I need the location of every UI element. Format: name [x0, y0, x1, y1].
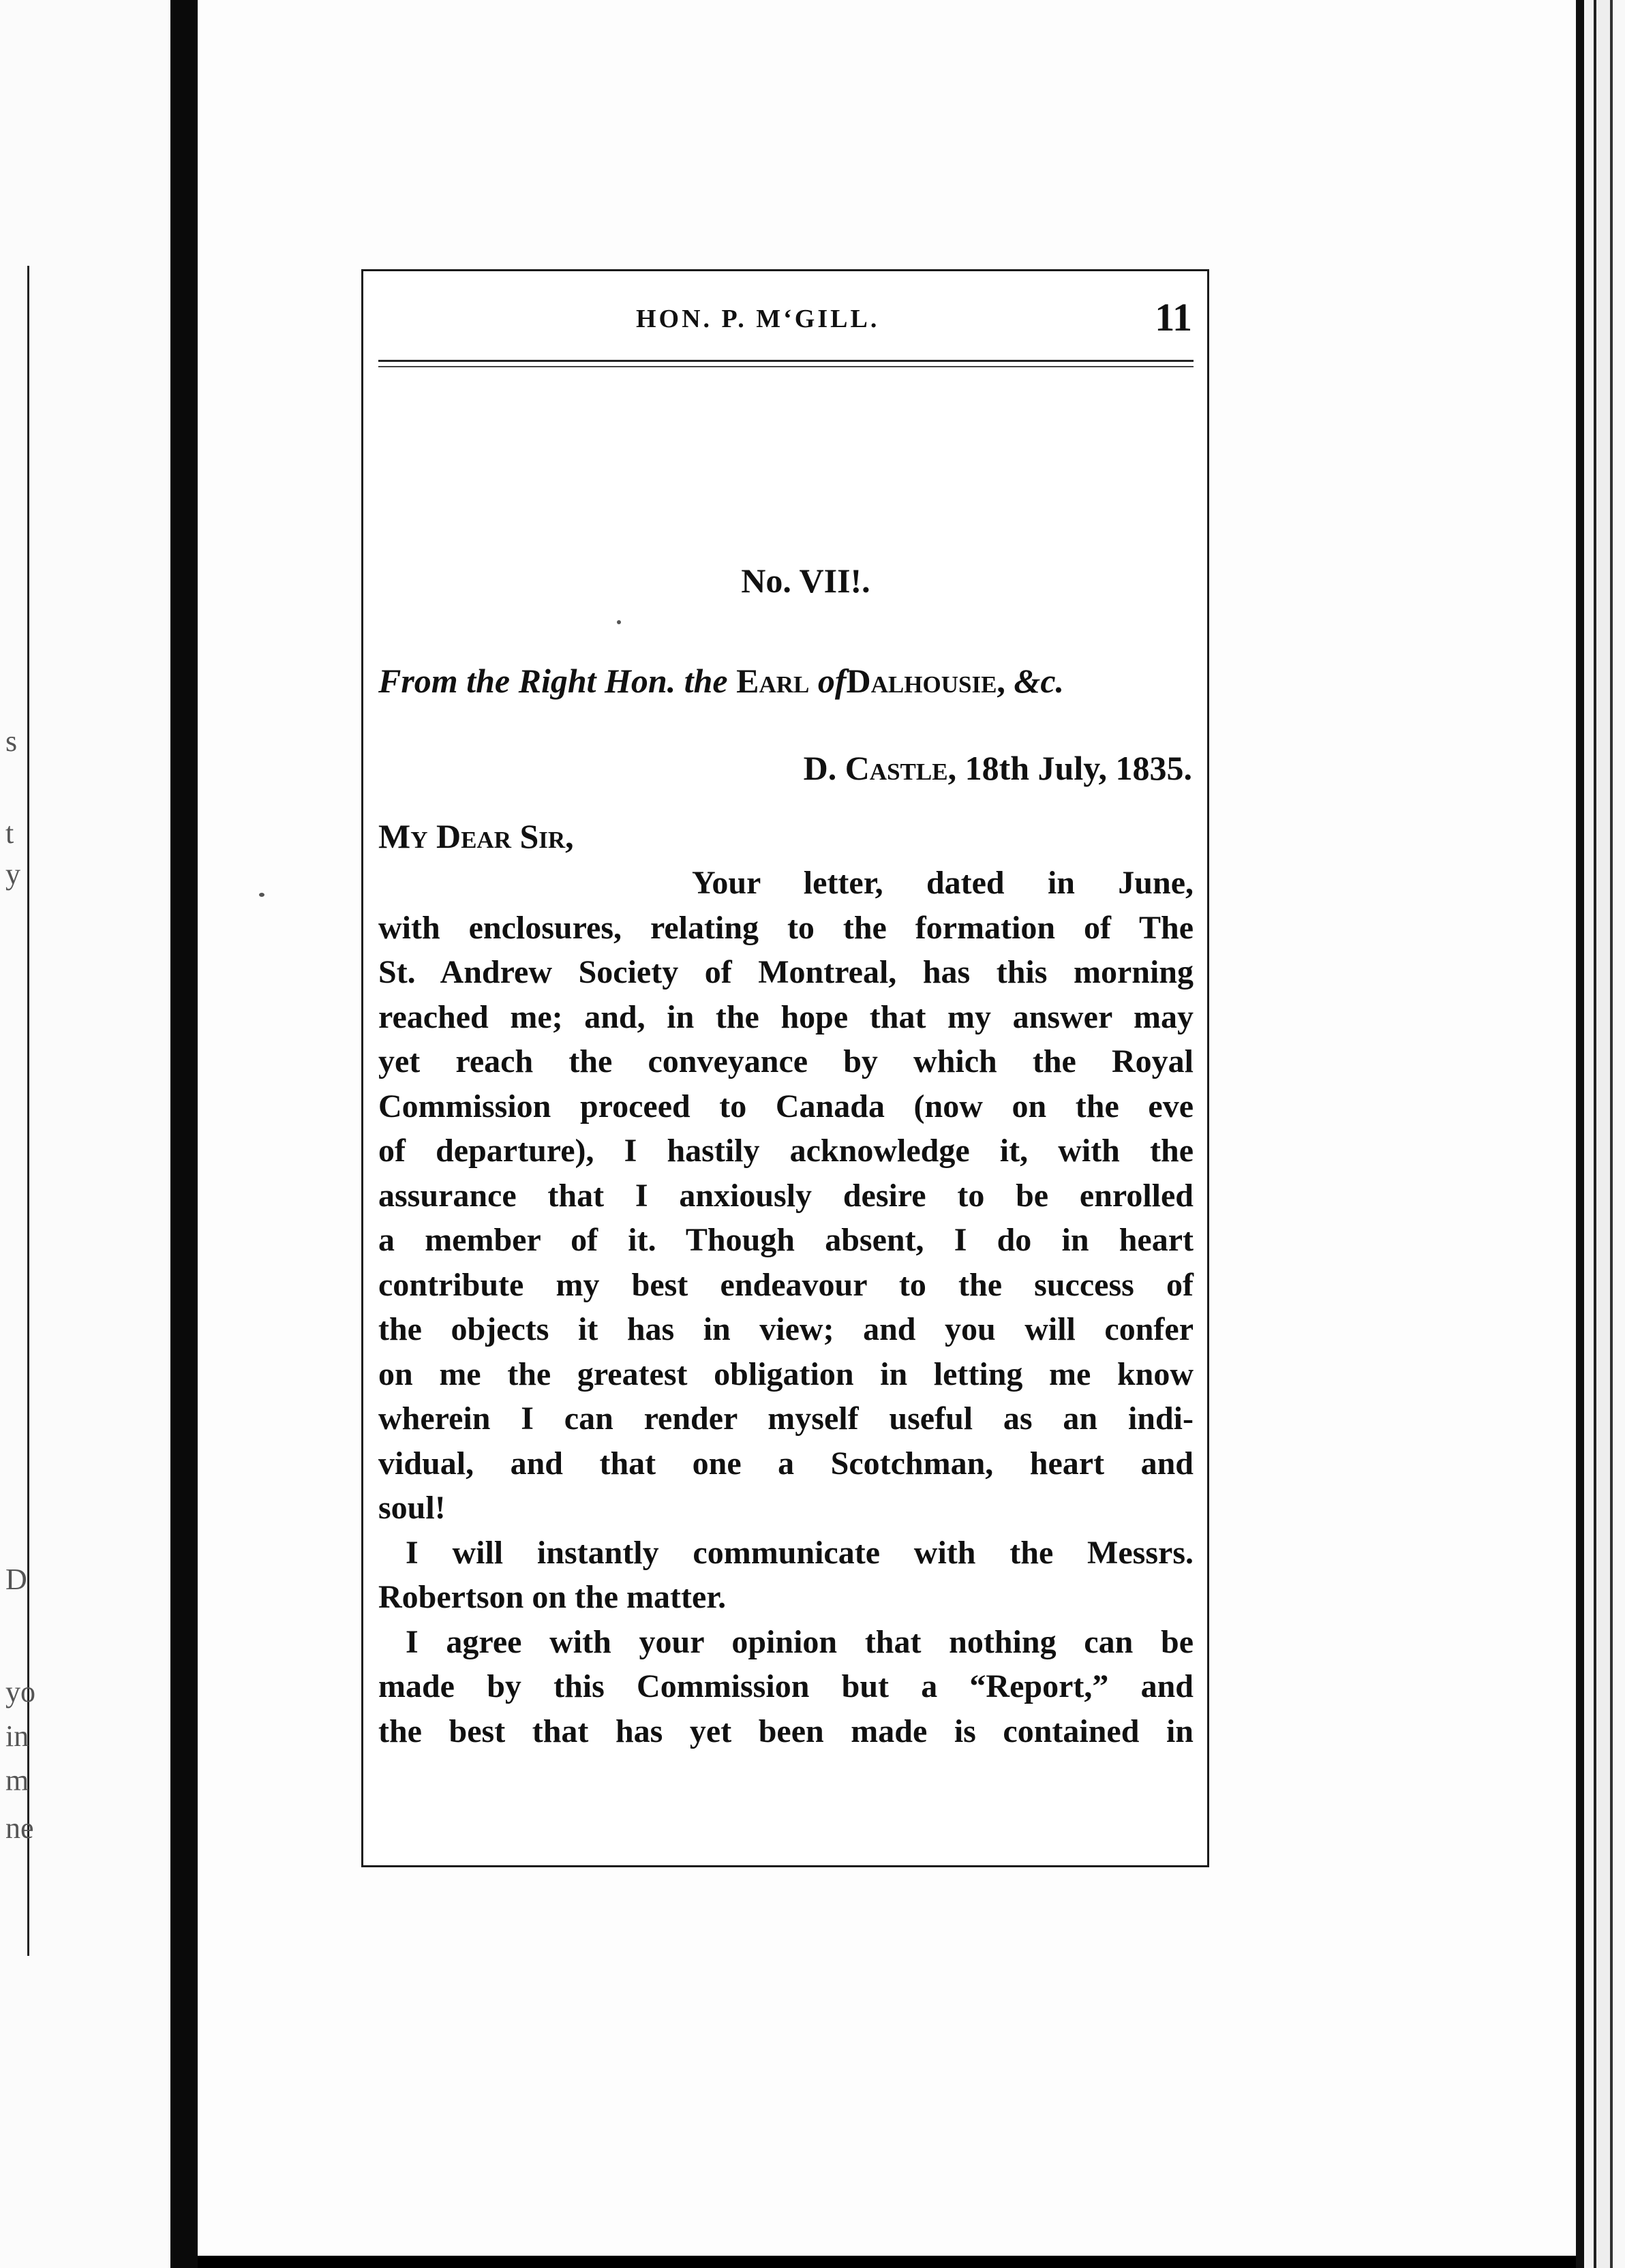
salutation: My Dear Sir,: [378, 817, 574, 855]
body-line: I will instantly communicate with the Messrs.: [406, 1534, 1194, 1571]
scan-speck: [259, 893, 264, 897]
body-line: Robertson on the matter.: [378, 1579, 727, 1615]
letter-sender-line: [378, 661, 1194, 701]
binding-gutter: [170, 0, 198, 2268]
dateline-place: D. Castle,: [803, 749, 957, 787]
running-head-title: HON. P. M‘GILL.: [636, 305, 880, 333]
body-line: a member of it. Though absent, I do in heart: [378, 1222, 1194, 1258]
facing-page-strip: [0, 0, 170, 2268]
body-line: I agree with your opinion that nothing can be: [406, 1623, 1194, 1660]
page-number: 11: [1155, 295, 1192, 339]
body-line: with enclosures, relating to the formation of The: [378, 909, 1194, 946]
sender-of: of: [817, 662, 847, 700]
body-line: made by this Commission but a “Report,” and: [378, 1668, 1194, 1704]
sender-prefix: From the Right Hon. the: [378, 662, 728, 700]
sender-title: Earl: [736, 662, 810, 700]
body-line: vidual, and that one a Scotchman, heart and: [378, 1445, 1194, 1482]
body-line: assurance that I anxiously desire to be enrolled: [378, 1177, 1194, 1214]
body-line: Your letter, dated in June,: [692, 865, 1194, 901]
body-line: wherein I can render myself useful as an indi-: [378, 1400, 1194, 1437]
body-line: soul!: [378, 1490, 446, 1526]
sender-etc: &c.: [1014, 662, 1065, 700]
body-line: St. Andrew Society of Montreal, has this morning: [378, 954, 1194, 990]
sender-name: Dalhousie,: [846, 662, 1005, 700]
body-line: the best that has yet been made is contained in: [378, 1713, 1194, 1749]
dateline-date: 18th July, 1835.: [965, 749, 1192, 787]
body-line: reached me; and, in the hope that my answer may: [378, 998, 1194, 1035]
body-line: on me the greatest obligation in letting me know: [378, 1355, 1194, 1392]
running-head: [363, 292, 1207, 346]
dateline: [804, 748, 1192, 788]
body-line: the objects it has in view; and you will confer: [378, 1311, 1194, 1347]
facing-page-fragment: s: [5, 724, 18, 758]
facing-page-fragment: in: [5, 1719, 29, 1753]
facing-page-fragment: ne: [5, 1811, 34, 1845]
header-rule: [378, 360, 1194, 367]
body-line: Commission proceed to Canada (now on the eve: [378, 1088, 1194, 1124]
letter-body: [378, 861, 1194, 1753]
facing-page-fragment: t: [5, 816, 14, 850]
body-line: of departure), I hastily acknowledge it, with the: [378, 1133, 1194, 1169]
body-line: contribute my best endeavour to the success of: [378, 1266, 1194, 1303]
printed-page: [361, 269, 1209, 1867]
facing-page-fragment: y: [5, 857, 20, 891]
facing-page-fragment: D: [5, 1563, 27, 1596]
facing-page-fragment: yo: [5, 1675, 35, 1708]
body-line: yet reach the conveyance by which the Royal: [378, 1043, 1194, 1079]
scan-speck: [617, 620, 621, 624]
facing-page-fragment: m: [5, 1764, 29, 1797]
letter-number: No. VII!.: [741, 562, 870, 600]
page-stack-edge: [1576, 0, 1625, 2268]
